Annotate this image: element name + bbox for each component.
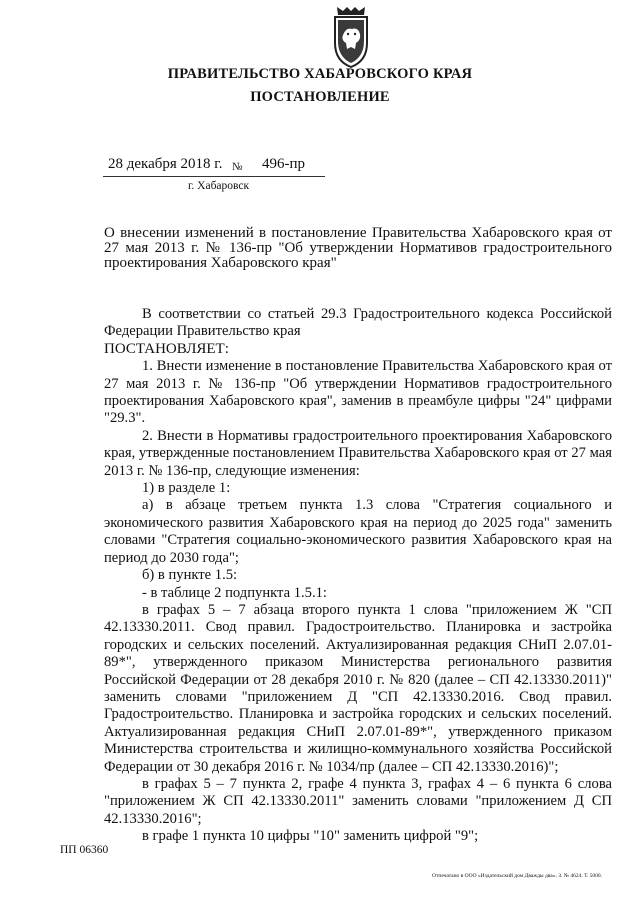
document-type: ПОСТАНОВЛЕНИЕ xyxy=(250,89,390,105)
government-title: ПРАВИТЕЛЬСТВО ХАБАРОВСКОГО КРАЯ xyxy=(167,66,473,82)
body-paragraph: 1. Внести изменение в постановление Правительства Хабаровского края от 27 мая 2013 г. № 136-пр "Об утверждении Нормативов градостроительного проектирования Хабаровского края", заменив в преамбуле цифры "24" цифрами "29.3". xyxy=(104,358,612,427)
body-paragraph: 2. Внести в Нормативы градостроительного проектирования Хабаровского края, утвержденные постановлением Правительства Хабаровского края от 27 мая 2013 г. № 136-пр, следующие изменения: xyxy=(104,427,612,479)
document-number: 496-пр xyxy=(262,156,306,172)
body-paragraph: в графах 5 – 7 абзаца второго пункта 1 слова "приложением Ж "СП 42.13330.2011. Свод правил. Градостроительство. Планировка и застройка городских и сельских поселений. Актуализированная редакция СНиП 2.07.01-89*", утвержденного приказом Министерства регионального развития Российской Федерации от 28 декабря 2010 г. № 820 (далее – СП 42.13330.2011)" заменить словами "приложением Д "СП 42.13330.2016. Свод правил. Градостроительство. Планировка и застройка городских и сельских поселений. Актуализированная редакция СНиП 2.07.01-89*", утвержденного приказом Министерства строительства и жилищно-коммунального хозяйства Российской Федерации от 30 декабря 2016 г. № 1034/пр (далее – СП 42.13330.2016)"; xyxy=(104,601,612,775)
document-date: 28 декабря 2018 г. xyxy=(108,156,223,172)
preamble-paragraph: В соответствии со статьей 29.3 Градостроительного кодекса Российской Федерации Правительство края xyxy=(104,306,612,340)
print-note: Отпечатано в ООО «Издательский дом Дважды два». З. № 4624. Т. 5000. xyxy=(432,873,603,879)
body-paragraph: а) в абзаце третьем пункта 1.3 слова "Стратегия социального и экономического развития Хабаровского края на период до 2025 года" заменить словами "Стратегия социально-экономического развития Хабаровского края на период до 2030 года"; xyxy=(104,497,612,566)
body-paragraph: в графе 1 пункта 10 цифры "10" заменить цифрой "9"; xyxy=(142,828,479,845)
resolves-heading: ПОСТАНОВЛЯЕТ: xyxy=(104,340,229,357)
document-city: г. Хабаровск xyxy=(188,180,250,192)
document-body xyxy=(104,306,612,846)
document-subject: О внесении изменений в постановление Правительства Хабаровского края от 27 мая 2013 г. № 136-пр "Об утверждении Нормативов градостроительного проектирования Хабаровского края" xyxy=(104,225,612,271)
date-underline xyxy=(103,176,325,177)
body-paragraph: - в таблице 2 подпункта 1.5.1: xyxy=(142,584,327,601)
body-paragraph: в графах 5 – 7 пункта 2, графе 4 пункта 3, графах 4 – 6 пункта 6 слова "приложением Ж СП 42.13330.2011" заменить словами "приложением Д СП 42.13330.2016"; xyxy=(104,775,612,827)
body-paragraph: б) в пункте 1.5: xyxy=(142,567,238,584)
document-code: ПП 06360 xyxy=(60,844,109,856)
body-paragraph: 1) в разделе 1: xyxy=(142,480,231,497)
coat-of-arms-emblem xyxy=(329,5,373,69)
number-sign: № xyxy=(232,161,243,173)
